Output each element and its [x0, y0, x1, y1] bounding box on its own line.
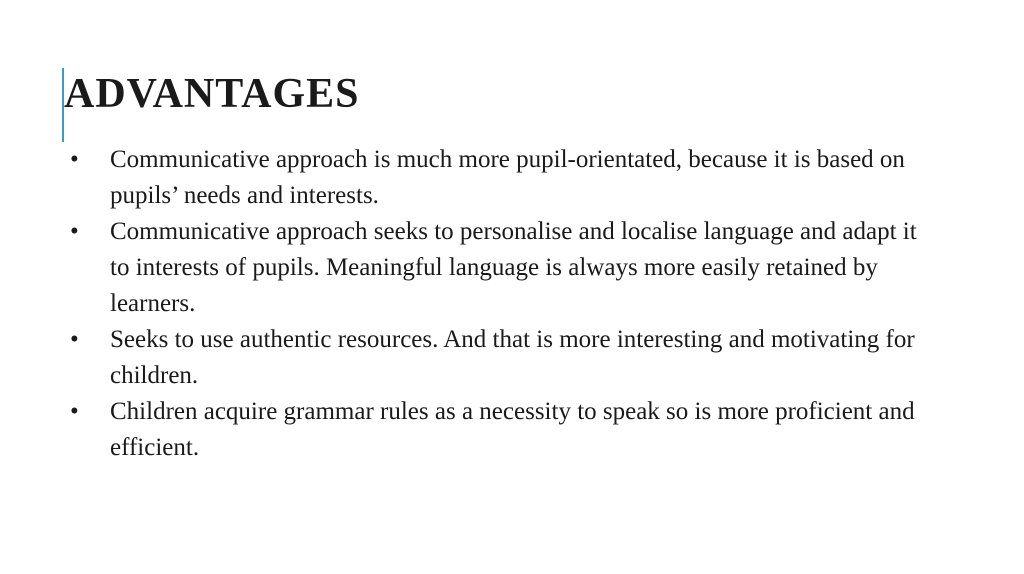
bullet-item	[70, 214, 920, 322]
bullet-text: Communicative approach seeks to personalise and localise language and adapt it to interests of pupils. Meaningful language is always more easily retained by learners.	[110, 218, 917, 317]
bullet-dot-icon: •	[70, 326, 79, 353]
bullet-list	[70, 142, 920, 466]
bullet-dot-icon: •	[70, 146, 79, 173]
slide-title: ADVANTAGES	[64, 71, 360, 117]
bullet-text: Children acquire grammar rules as a necessity to speak so is more proficient and efficient.	[110, 398, 915, 461]
bullet-text: Seeks to use authentic resources. And that is more interesting and motivating for children.	[110, 326, 915, 389]
bullet-dot-icon: •	[70, 398, 79, 425]
bullet-text: Communicative approach is much more pupil-orientated, because it is based on pupils’ needs and interests.	[110, 146, 905, 209]
bullet-item	[70, 322, 920, 394]
bullet-item	[70, 394, 920, 466]
bullet-dot-icon: •	[70, 218, 79, 245]
bullet-item	[70, 142, 920, 214]
